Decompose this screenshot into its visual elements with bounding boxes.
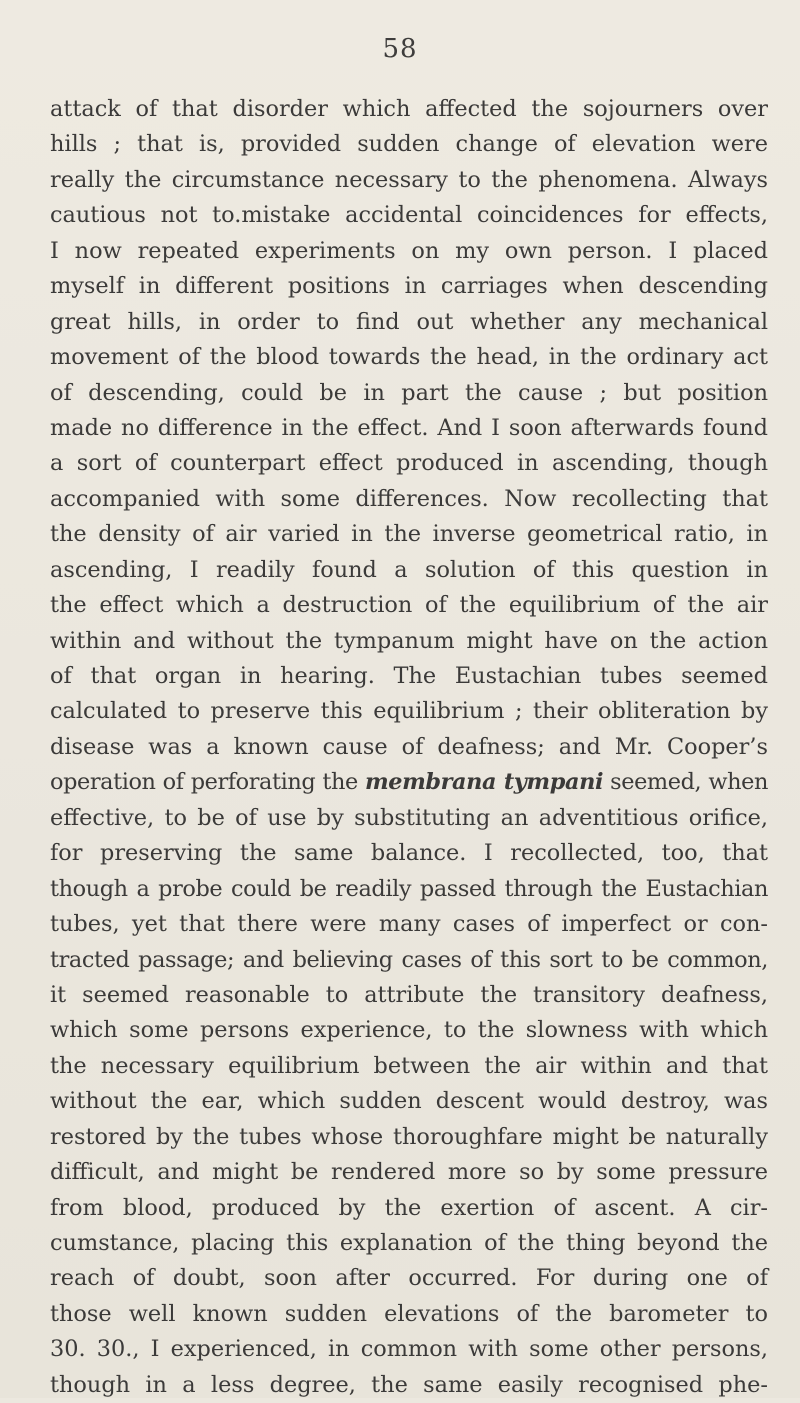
italic-term: membrana tympani <box>364 769 604 796</box>
text-line: accompanied with some differences. Now recollecting that <box>50 485 768 512</box>
text-line: those well known sudden elevations of the barometer to <box>50 1300 768 1327</box>
text-line: really the circumstance necessary to the phenomena. Always <box>50 166 768 193</box>
text-line: though in a less degree, the same easily recognised phe- <box>50 1371 768 1398</box>
text-line: a sort of counterpart effect produced in ascending, though <box>50 450 768 477</box>
text-segment: seemed, when <box>603 769 768 796</box>
text-line: myself in different positions in carriages when descending <box>50 273 768 300</box>
text-line: for preserving the same balance. I recollected, too, that <box>50 840 768 867</box>
text-line: attack of that disorder which affected the sojourners over <box>50 96 768 122</box>
text-line: movement of the blood towards the head, in the ordinary act <box>50 344 768 371</box>
text-line: reach of doubt, soon after occurred. For during one of <box>50 1265 768 1292</box>
text-line: ascending, I readily found a solution of this question in <box>50 556 768 583</box>
text-line: tubes, yet that there were many cases of imperfect or con- <box>50 911 768 938</box>
text-line: disease was a known cause of deafness; and Mr. Cooper’s <box>50 733 768 760</box>
text-line: great hills, in order to find out whether any mechanical <box>50 308 768 335</box>
text-line: the necessary equilibrium between the air within and that <box>50 1052 768 1079</box>
body-text <box>50 92 768 1403</box>
text-line: the density of air varied in the inverse geometrical ratio, in <box>50 521 768 548</box>
text-line: difficult, and might be rendered more so by some pressure <box>50 1159 768 1186</box>
text-line: effective, to be of use by substituting an adventitious orifice, <box>50 804 768 831</box>
text-line: made no difference in the effect. And I soon afterwards found <box>50 414 768 441</box>
text-line: it seemed reasonable to attribute the transitory deafness, <box>50 981 768 1008</box>
text-line: though a probe could be readily passed through the Eustachian <box>50 875 768 902</box>
text-line: from blood, produced by the exertion of ascent. A cir- <box>50 1194 768 1221</box>
text-line: the effect which a destruction of the equilibrium of the air <box>50 592 768 619</box>
text-line: cumstance, placing this explanation of the thing beyond the <box>50 1230 768 1256</box>
text-line: which some persons experience, to the slowness with which <box>50 1017 768 1044</box>
text-segment: operation of perforating the <box>50 769 365 796</box>
text-line: 30. 30., I experienced, in common with some other persons, <box>50 1336 768 1363</box>
text-line: I now repeated experiments on my own person. I placed <box>50 237 768 264</box>
text-line: within and without the tympanum might have on the action <box>50 627 768 654</box>
text-line: without the ear, which sudden descent would destroy, was <box>50 1088 768 1115</box>
text-line-with-italic <box>50 765 768 800</box>
page-number: 58 <box>382 34 418 64</box>
text-line: hills ; that is, provided sudden change of elevation were <box>50 131 768 158</box>
text-line: cautious not to.mistake accidental coincidences for effects, <box>50 202 768 229</box>
text-line: tracted passage; and believing cases of this sort to be common, <box>50 946 768 973</box>
text-line: calculated to preserve this equilibrium ; their obliteration by <box>50 698 768 725</box>
text-line: restored by the tubes whose thoroughfare might be naturally <box>50 1123 768 1150</box>
text-line: of descending, could be in part the cause ; but position <box>50 379 768 406</box>
text-line: of that organ in hearing. The Eustachian tubes seemed <box>50 663 768 689</box>
